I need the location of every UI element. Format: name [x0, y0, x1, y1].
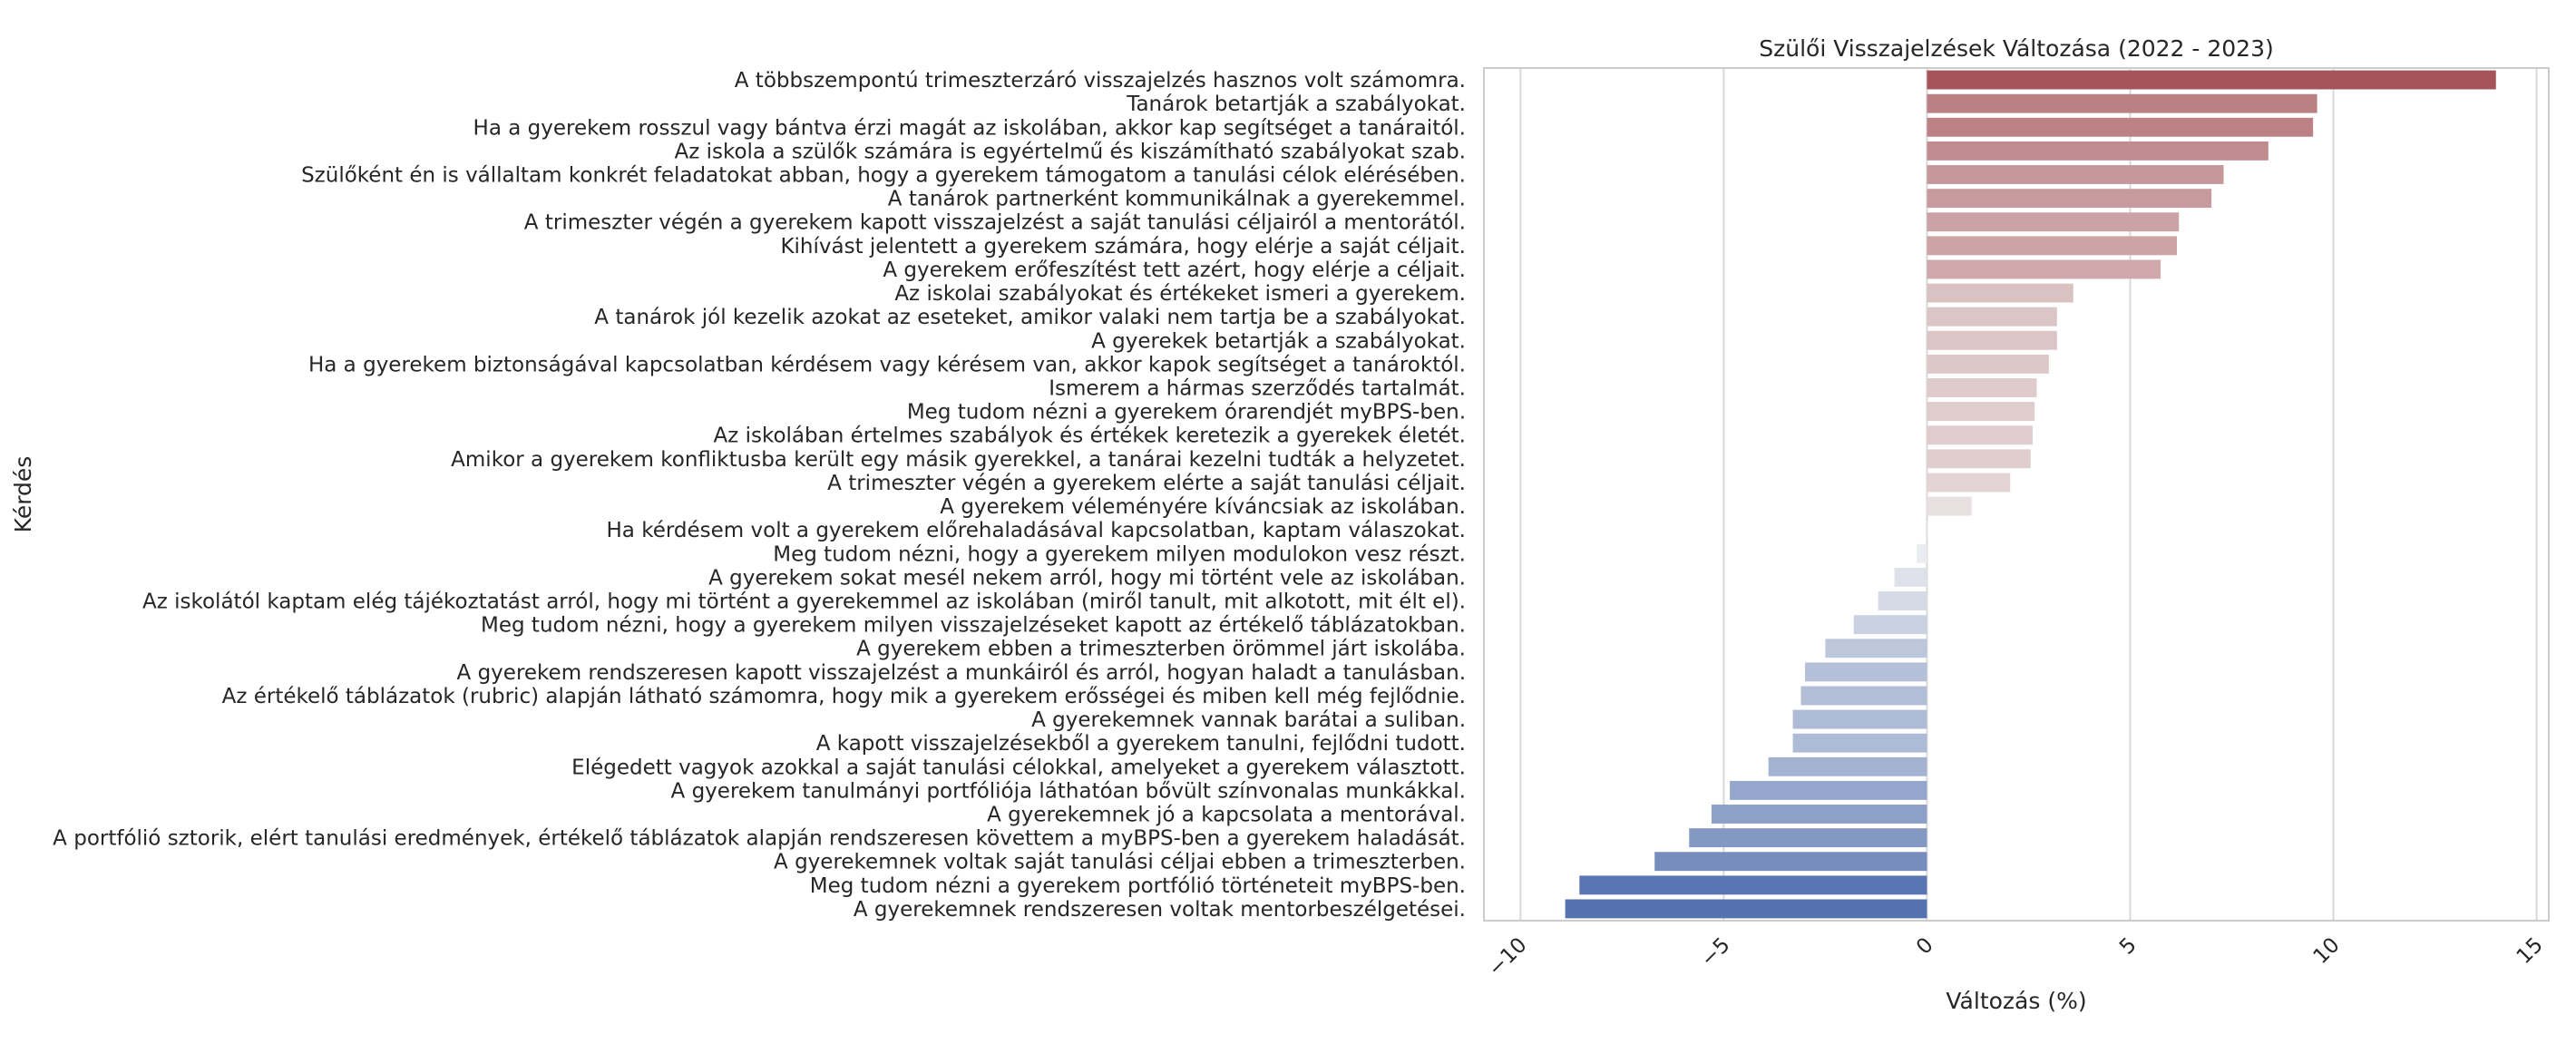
category-label: A gyerekemnek vannak barátai a suliban. — [1031, 708, 1466, 733]
x-axis-title: Változás (%) — [1946, 988, 2087, 1014]
x-tick-label: 0 — [1911, 932, 1938, 960]
x-tick-label: −10 — [1483, 932, 1532, 981]
bar — [1927, 71, 2495, 90]
bar — [1927, 94, 2317, 113]
bar — [1895, 568, 1927, 587]
category-label: A gyerekem véleményére kíváncsiak az iskolában. — [940, 495, 1466, 520]
category-label: Ha a gyerekem biztonságával kapcsolatban kérdésem vagy kérésem van, akkor kapok segítséget a tanároktól. — [307, 353, 1466, 377]
category-label: Tanárok betartják a szabályokat. — [1127, 93, 1466, 117]
bar — [1793, 710, 1927, 729]
category-label: A gyerekem erőfeszítést tett azért, hogy elérje a céljait. — [883, 258, 1466, 282]
bar — [1854, 615, 1927, 634]
category-label: Ha a gyerekem rosszul vagy bántva érzi magát az iskolában, akkor kap segítséget a tanáraitól. — [473, 116, 1466, 141]
category-label: Az iskolai szabályokat és értékeket ismeri a gyerekem. — [894, 282, 1466, 307]
bar — [1927, 355, 2048, 374]
bar — [1927, 260, 2161, 279]
y-axis-title: Kérdés — [10, 455, 36, 533]
category-label: A gyerekek betartják a szabályokat. — [1091, 329, 1466, 354]
category-label: Amikor a gyerekem konfliktusba került egy másik gyerekkel, a tanárai kezelni tudták a helyzetet. — [451, 447, 1466, 472]
bar — [1712, 805, 1927, 824]
category-label: A gyerekem tanulmányi portfóliója láthatóan bővült színvonalas munkákkal. — [670, 779, 1466, 804]
bar — [1730, 781, 1927, 800]
bar — [1805, 662, 1927, 681]
category-label: Kihívást jelentett a gyerekem számára, hogy elérje a saját céljait. — [780, 234, 1466, 259]
category-label: Meg tudom nézni a gyerekem portfólió történeteit myBPS-ben. — [809, 873, 1466, 898]
bar — [1927, 189, 2211, 208]
bar — [1927, 142, 2268, 161]
category-label: A tanárok partnerként kommunikálnak a gyerekemmel. — [887, 187, 1466, 211]
category-label: Elégedett vagyok azokkal a saját tanulási célokkal, amelyeket a gyerekem választott. — [571, 756, 1466, 780]
bar — [1579, 875, 1927, 894]
category-label: A gyerekemnek jó a kapcsolata a mentorával. — [987, 803, 1466, 827]
bar — [1654, 852, 1927, 871]
x-tick-label: 5 — [2114, 932, 2142, 960]
bar — [1801, 687, 1927, 706]
category-label: Meg tudom nézni, hogy a gyerekem milyen modulokon vesz részt. — [773, 542, 1466, 567]
chart-title: Szülői Visszajelzések Változása (2022 - 2023) — [1759, 35, 2274, 62]
category-label: Ha kérdésem volt a gyerekem előrehaladásával kapcsolatban, kaptam válaszokat. — [606, 519, 1466, 543]
category-label: A többszempontú trimeszterzáró visszajelzés hasznos volt számomra. — [734, 69, 1466, 93]
category-label: Meg tudom nézni, hogy a gyerekem milyen visszajelzéseket kapott az értékelő táblázatokban. — [481, 613, 1466, 638]
bar — [1927, 307, 2056, 327]
bar — [1927, 497, 1971, 516]
bar — [1769, 757, 1927, 776]
category-label: Ismerem a hármas szerződés tartalmát. — [1049, 376, 1466, 401]
category-label: A gyerekem rendszeresen kapott visszajelzést a munkáiról és arról, hogyan haladt a tanulásban. — [456, 660, 1466, 685]
bar — [1927, 118, 2313, 137]
category-label: Meg tudom nézni a gyerekem órarendjét myBPS-ben. — [906, 400, 1466, 425]
bar — [1927, 473, 2010, 493]
category-label: Az iskolában értelmes szabályok és értékek keretezik a gyerekek életét. — [713, 424, 1466, 448]
category-label: Az iskolától kaptam elég tájékoztatást arról, hogy mi történt a gyerekemmel az iskolában (miről tanult, mit alkotott, mit élt el). — [142, 590, 1466, 614]
bar — [1825, 639, 1927, 658]
bar — [1878, 591, 1927, 610]
bar — [1927, 402, 2034, 421]
category-label: Szülőként én is vállaltam konkrét feladatokat abban, hogy a gyerekem támogatom a tanulási célok elérésében. — [301, 163, 1466, 188]
x-tick-label: 15 — [2512, 932, 2548, 969]
category-label: A trimeszter végén a gyerekem kapott visszajelzést a saját tanulási céljairól a mentorától. — [523, 210, 1466, 235]
category-label: A trimeszter végén a gyerekem elérte a saját tanulási céljait. — [827, 471, 1466, 495]
category-label: A gyerekemnek rendszeresen voltak mentorbeszélgetései. — [853, 897, 1466, 922]
category-label: A tanárok jól kezelik azokat az eseteket, amikor valaki nem tartja be a szabályokat. — [594, 306, 1466, 330]
x-tick-label: 10 — [2308, 932, 2345, 969]
bar — [1927, 331, 2056, 350]
category-label: A kapott visszajelzésekből a gyerekem tanulni, fejlődni tudott. — [815, 732, 1466, 756]
bar — [1689, 828, 1927, 847]
category-label: A gyerekemnek voltak saját tanulási céljai ebben a trimeszterben. — [774, 850, 1466, 874]
bar — [1927, 449, 2030, 468]
bar — [1917, 544, 1927, 563]
bar — [1566, 900, 1927, 919]
category-label: A gyerekem sokat mesél nekem arról, hogy mi történt vele az iskolában. — [708, 566, 1466, 590]
bar — [1927, 212, 2179, 231]
category-label: A gyerekem ebben a trimeszterben örömmel járt iskolába. — [856, 637, 1466, 661]
x-tick-label: −5 — [1696, 932, 1735, 972]
category-label: A portfólió sztorik, elért tanulási eredmények, értékelő táblázatok alapján rendszeresen követtem a myBPS-ben a gyerekem haladását. — [53, 826, 1466, 851]
bar — [1927, 425, 2033, 444]
bar — [1793, 734, 1927, 753]
category-label: Az értékelő táblázatok (rubric) alapján látható számomra, hogy mik a gyerekem erősségei és miben kell még fejlődnie. — [221, 684, 1466, 708]
bar — [1927, 165, 2223, 184]
category-label: Az iskola a szülők számára is egyértelmű és kiszámítható szabályokat szab. — [674, 140, 1466, 164]
bar — [1927, 236, 2177, 255]
bar — [1927, 378, 2036, 397]
bar — [1927, 284, 2073, 303]
